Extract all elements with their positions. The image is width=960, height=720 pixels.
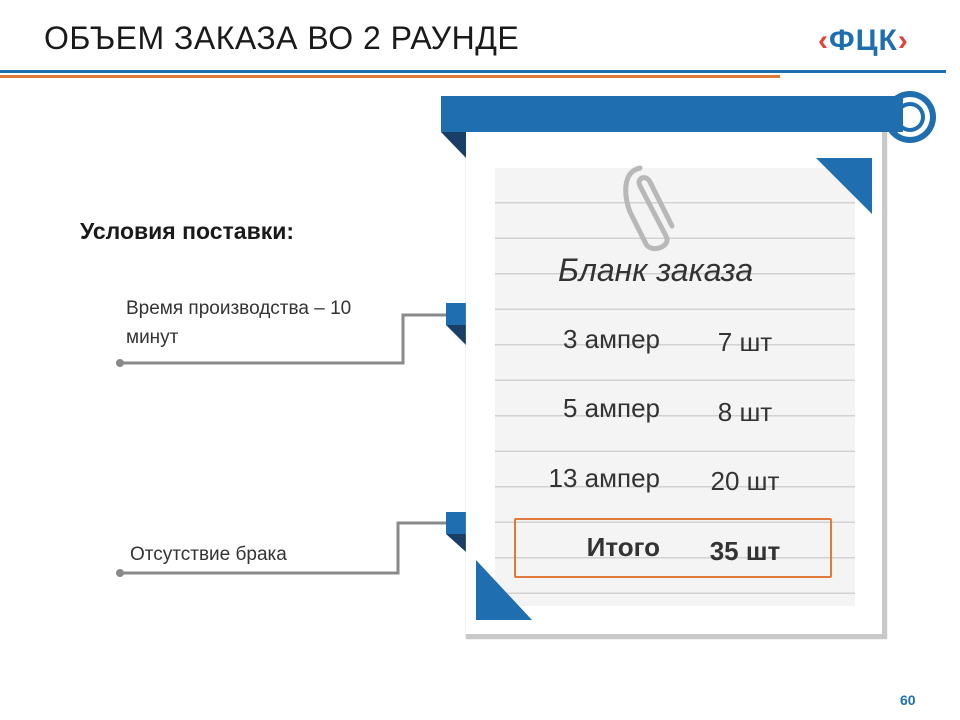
condition-no-defects: Отсутствие брака <box>130 544 287 565</box>
order-row-item: 5 ампер <box>562 393 660 423</box>
order-row-qty: 7 шт <box>717 327 773 357</box>
conditions-heading: Условия поставки: <box>80 218 295 244</box>
order-row-qty: 20 шт <box>710 466 780 496</box>
order-row-qty: 8 шт <box>717 397 773 427</box>
paperclip-icon <box>626 168 672 249</box>
page-title: ОБЪЕМ ЗАКАЗА ВО 2 РАУНДЕ <box>44 20 520 56</box>
order-row-item: 13 ампер <box>548 463 660 493</box>
page-number: 60 <box>900 692 916 708</box>
logo-text: ФЦК <box>829 24 898 57</box>
logo-prefix: ‹ <box>818 24 829 57</box>
bar-fold-left <box>441 132 466 158</box>
corner-fold-top-right <box>816 158 872 214</box>
form-header-bar <box>441 96 903 132</box>
condition-production-time: Время производства – 10 минут <box>126 298 352 348</box>
order-total-label: Итого <box>586 532 660 562</box>
logo-suffix: › <box>897 24 909 57</box>
order-form-title: Бланк заказа <box>558 252 754 288</box>
order-total-qty: 35 шт <box>709 536 781 566</box>
order-row-item: 3 ампер <box>562 324 660 354</box>
